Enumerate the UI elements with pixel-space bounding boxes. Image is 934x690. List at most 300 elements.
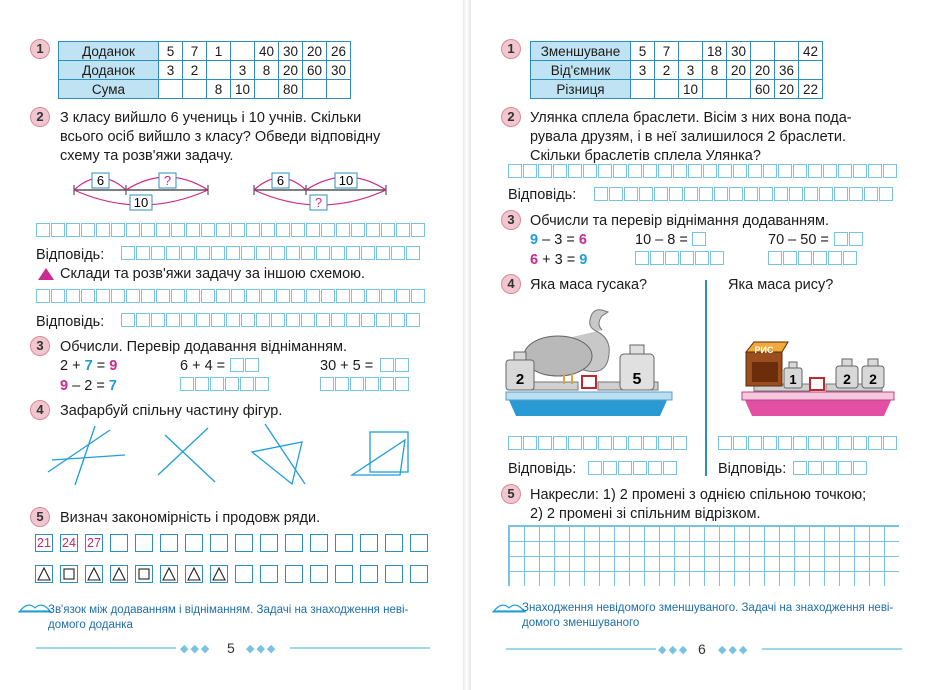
empty-cell[interactable] [285,565,303,583]
answer-cell[interactable] [868,436,882,450]
answer-cell[interactable] [316,246,330,260]
answer-cell[interactable] [583,436,597,450]
answer-cell[interactable] [180,377,194,391]
answer-cell[interactable] [583,164,597,178]
answer-cell[interactable] [714,187,728,201]
answer-cell[interactable] [823,164,837,178]
answer-cell[interactable] [798,251,812,265]
answer-cell[interactable] [361,313,375,327]
answer-cell[interactable] [828,251,842,265]
answer-cell[interactable] [380,358,394,372]
answer-cell[interactable] [396,223,410,237]
table-cell[interactable] [327,80,351,99]
table-cell: 20 [775,80,799,99]
answer-cell[interactable] [793,461,807,475]
answer-cell[interactable] [395,377,409,391]
answer-cell[interactable] [51,223,65,237]
answer-cell[interactable] [240,377,254,391]
answer-cell[interactable] [126,223,140,237]
triangle-icon [210,565,228,583]
answer-cell[interactable] [618,461,632,475]
table-cell[interactable] [751,42,775,61]
table-cell[interactable] [799,61,823,80]
empty-cell[interactable] [385,565,403,583]
answer-cell[interactable] [335,377,349,391]
answer-cell[interactable] [733,164,747,178]
answer-cell[interactable] [684,187,698,201]
answer-cell[interactable] [365,377,379,391]
answer-cell[interactable] [171,223,185,237]
answer-cells[interactable] [180,377,270,391]
answer-cell[interactable] [211,246,225,260]
answer-cell[interactable] [255,377,269,391]
answer-cell[interactable] [245,358,259,372]
scheme1-part-a: 6 [96,173,105,188]
answer-cell[interactable] [864,187,878,201]
answer-cell[interactable] [226,313,240,327]
answer-cell[interactable] [680,251,694,265]
answer-cell[interactable] [396,289,410,303]
answer-cells[interactable] [508,164,898,178]
triangle-icon [185,565,203,583]
table-cell[interactable] [255,80,279,99]
answer-cell[interactable] [186,289,200,303]
empty-cell[interactable] [410,565,428,583]
answer-cell[interactable] [361,246,375,260]
task-number: 1 [30,39,50,59]
answer-cell[interactable] [166,246,180,260]
answer-cell[interactable] [553,164,567,178]
table-row [531,61,823,80]
answer-cell[interactable] [381,223,395,237]
answer-cell[interactable] [156,289,170,303]
answer-cell[interactable] [351,289,365,303]
answer-cell[interactable] [226,246,240,260]
answer-cell[interactable] [774,187,788,201]
answer-cell[interactable] [36,223,50,237]
answer-cell[interactable] [201,289,215,303]
answer-cell[interactable] [241,313,255,327]
answer-cell[interactable] [351,223,365,237]
answer-cell[interactable] [96,223,110,237]
answer-cell[interactable] [241,246,255,260]
answer-cell[interactable] [598,436,612,450]
example-2: 6 + 4 = [180,358,226,374]
table-row [59,42,351,61]
answer-label: Відповідь: [508,187,577,203]
task-number: 2 [501,107,521,127]
answer-cell[interactable] [804,187,818,201]
answer-cell[interactable] [665,251,679,265]
answer-cell[interactable] [768,251,782,265]
answer-cell[interactable] [648,461,662,475]
empty-cell[interactable] [310,565,328,583]
table-cell: 42 [799,42,823,61]
answer-cell[interactable] [216,289,230,303]
answer-cell[interactable] [598,164,612,178]
empty-cell[interactable] [235,565,253,583]
answer-cell[interactable] [624,187,638,201]
answer-cell[interactable] [196,246,210,260]
answer-cell[interactable] [868,164,882,178]
answer-cell[interactable] [51,289,65,303]
answer-cell[interactable] [639,187,653,201]
row-label: Зменшуване [531,42,631,61]
intersecting-figures [40,420,430,490]
answer-cell[interactable] [391,313,405,327]
answer-cell[interactable] [588,461,602,475]
example-3: 30 + 5 = [320,358,374,374]
answer-cell[interactable] [628,164,642,178]
answer-cell[interactable] [225,377,239,391]
answer-cells[interactable] [768,251,858,265]
triangle-icon [85,565,103,583]
row-number: 24 [60,534,78,552]
answer-cell[interactable] [331,246,345,260]
answer-cell[interactable] [276,289,290,303]
answer-cell[interactable] [692,232,706,246]
answer-cell[interactable] [613,164,627,178]
answer-cell[interactable] [406,313,420,327]
table-cell: 18 [703,42,727,61]
table-cell: 80 [279,80,303,99]
answer-cells[interactable] [635,251,725,265]
answer-cell[interactable] [838,461,852,475]
answer-cell[interactable] [523,164,537,178]
answer-cell[interactable] [210,377,224,391]
answer-cell[interactable] [633,461,647,475]
answer-cell[interactable] [778,164,792,178]
task-question: Яка маса гусака? [530,277,648,293]
divider [705,280,707,476]
table-cell: 3 [231,61,255,80]
footer-line [506,648,656,650]
answer-cell[interactable] [849,187,863,201]
answer-cell[interactable] [538,436,552,450]
empty-cell[interactable] [260,565,278,583]
table-cell: 3 [159,61,183,80]
answer-cell[interactable] [196,313,210,327]
scheme2-part-a: 6 [276,173,285,188]
answer-cell[interactable] [366,289,380,303]
task-number: 5 [30,507,50,527]
answer-cell[interactable] [853,436,867,450]
answer-cell[interactable] [883,436,897,450]
answer-cell[interactable] [843,251,857,265]
triangle-icon [35,565,53,583]
answer-cell[interactable] [141,223,155,237]
answer-cell[interactable] [111,223,125,237]
empty-cell[interactable] [360,565,378,583]
answer-cell[interactable] [346,313,360,327]
answer-cell[interactable] [271,313,285,327]
answer-cell[interactable] [849,232,863,246]
answer-cells[interactable] [793,461,868,475]
table-cell[interactable] [727,80,751,99]
answer-cell[interactable] [808,164,822,178]
task-number: 5 [501,484,521,504]
answer-cell[interactable] [813,251,827,265]
answer-cell[interactable] [336,289,350,303]
answer-cell[interactable] [733,436,747,450]
answer-cell[interactable] [301,313,315,327]
table-cell: 5 [159,42,183,61]
answer-cell[interactable] [763,436,777,450]
answer-cell[interactable] [231,289,245,303]
table-cell: 5 [631,42,655,61]
table-cell[interactable] [207,61,231,80]
answer-cells[interactable] [36,223,426,237]
answer-cell[interactable] [195,377,209,391]
answer-cell[interactable] [538,164,552,178]
answer-cell[interactable] [411,223,425,237]
answer-cell[interactable] [211,313,225,327]
answer-cell[interactable] [395,358,409,372]
task-text-line: всього осіб вийшло з класу? Обведи відповідну [60,129,381,145]
answer-cell[interactable] [553,436,567,450]
answer-cell[interactable] [838,164,852,178]
answer-cell[interactable] [121,246,135,260]
answer-cell[interactable] [819,187,833,201]
answer-cell[interactable] [256,246,270,260]
answer-cell[interactable] [568,164,582,178]
answer-cell[interactable] [658,436,672,450]
answer-cell[interactable] [291,223,305,237]
table-cell[interactable] [303,80,327,99]
answer-cell[interactable] [286,313,300,327]
answer-cells[interactable] [588,461,678,475]
answer-cell[interactable] [141,289,155,303]
answer-cell[interactable] [136,246,150,260]
answer-cell[interactable] [834,232,848,246]
answer-cell[interactable] [718,436,732,450]
answer-label: Відповідь: [508,461,577,477]
page-left [0,0,464,690]
task-question: Яка маса рису? [728,277,834,293]
weight-label: 2 [869,371,877,387]
answer-cells[interactable] [121,246,421,260]
answer-cell[interactable] [669,187,683,201]
answer-cell[interactable] [609,187,623,201]
answer-cells[interactable] [380,358,410,372]
answer-cell[interactable] [808,436,822,450]
answer-cell[interactable] [658,164,672,178]
answer-cell[interactable] [166,313,180,327]
answer-cell[interactable] [261,223,275,237]
answer-cell[interactable] [246,223,260,237]
row-number: 21 [35,534,53,552]
answer-cell[interactable] [81,223,95,237]
table-cell: 1 [207,42,231,61]
answer-cell[interactable] [346,246,360,260]
scheme1-total: 10 [133,195,149,210]
answer-cell[interactable] [603,461,617,475]
decor-icon: ◆◆◆ [658,644,690,656]
answer-cell[interactable] [650,251,664,265]
answer-cell[interactable] [729,187,743,201]
answer-cell[interactable] [793,436,807,450]
table-cell[interactable] [775,42,799,61]
answer-cell[interactable] [628,436,642,450]
answer-cell[interactable] [96,289,110,303]
answer-cell[interactable] [81,289,95,303]
answer-cell[interactable] [230,358,244,372]
answer-cell[interactable] [508,164,522,178]
table-row [59,61,351,80]
table-cell[interactable] [159,80,183,99]
table-cell: 2 [655,61,679,80]
answer-cells[interactable] [834,232,864,246]
answer-cell[interactable] [759,187,773,201]
answer-cell[interactable] [286,246,300,260]
answer-cell[interactable] [523,436,537,450]
answer-cell[interactable] [320,377,334,391]
answer-cell[interactable] [748,164,762,178]
answer-cell[interactable] [321,223,335,237]
answer-cell[interactable] [594,187,608,201]
answer-cells[interactable] [36,289,426,303]
answer-cell[interactable] [36,289,50,303]
answer-cell[interactable] [261,289,275,303]
answer-cell[interactable] [256,313,270,327]
drawing-grid[interactable] [508,525,899,586]
answer-cells[interactable] [508,436,688,450]
answer-cell[interactable] [316,313,330,327]
answer-cell[interactable] [663,461,677,475]
answer-cell[interactable] [331,313,345,327]
answer-cell[interactable] [406,246,420,260]
answer-cell[interactable] [246,289,260,303]
decor-icon: ◆◆◆ [246,643,278,655]
answer-cell[interactable] [748,436,762,450]
answer-cell[interactable] [156,223,170,237]
answer-cell[interactable] [783,251,797,265]
answer-cell[interactable] [186,223,200,237]
answer-cell[interactable] [366,223,380,237]
answer-cell[interactable] [301,246,315,260]
table-cell: 30 [327,61,351,80]
answer-cell[interactable] [673,436,687,450]
answer-cell[interactable] [181,313,195,327]
answer-cell[interactable] [66,223,80,237]
answer-cell[interactable] [703,164,717,178]
book-icon [18,597,52,615]
answer-cell[interactable] [151,313,165,327]
triangle-icon [110,565,128,583]
answer-cell[interactable] [718,164,732,178]
table-cell[interactable] [631,80,655,99]
answer-cells[interactable] [320,377,410,391]
answer-cell[interactable] [635,251,649,265]
answer-cell[interactable] [879,187,893,201]
answer-cell[interactable] [688,164,702,178]
answer-label: Відповідь: [718,461,787,477]
example-2: 10 – 8 = [635,232,688,248]
table-cell[interactable] [655,80,679,99]
answer-cell[interactable] [126,289,140,303]
answer-cell[interactable] [710,251,724,265]
answer-cell[interactable] [643,436,657,450]
empty-cell[interactable] [335,565,353,583]
answer-cell[interactable] [380,377,394,391]
answer-cell[interactable] [350,377,364,391]
answer-cell[interactable] [695,251,709,265]
answer-cell[interactable] [778,436,792,450]
answer-cells[interactable] [230,358,260,372]
answer-cell[interactable] [568,436,582,450]
answer-cell[interactable] [823,461,837,475]
table-cell[interactable] [231,42,255,61]
answer-cell[interactable] [643,164,657,178]
answer-cell[interactable] [789,187,803,201]
answer-cells[interactable] [692,232,707,246]
answer-cell[interactable] [613,436,627,450]
answer-cell[interactable] [883,164,897,178]
task-title: Обчисли. Перевір додавання відніманням. [60,339,347,355]
table-cell: 3 [679,61,703,80]
answer-cell[interactable] [216,223,230,237]
answer-cell[interactable] [391,246,405,260]
answer-cell[interactable] [744,187,758,201]
answer-cell[interactable] [838,436,852,450]
answer-cells[interactable] [121,313,421,327]
answer-cell[interactable] [321,289,335,303]
answer-cell[interactable] [376,246,390,260]
answer-cell[interactable] [808,461,822,475]
answer-cell[interactable] [171,289,185,303]
answer-cell[interactable] [151,246,165,260]
task-title: Зафарбуй спільну частину фігур. [60,403,283,419]
answer-cell[interactable] [381,289,395,303]
answer-cell[interactable] [276,223,290,237]
answer-cells[interactable] [594,187,894,201]
footer-topic: Знаходження невідомого зменшуваного. Задачі на знаходження неві- [522,602,894,614]
answer-cell[interactable] [411,289,425,303]
table-cell[interactable] [183,80,207,99]
answer-cell[interactable] [853,164,867,178]
answer-cell[interactable] [336,223,350,237]
answer-cell[interactable] [231,223,245,237]
answer-cells[interactable] [718,436,898,450]
answer-cell[interactable] [673,164,687,178]
answer-cell[interactable] [763,164,777,178]
decor-icon: ◆◆◆ [180,643,212,655]
table-row [59,80,351,99]
answer-cell[interactable] [823,436,837,450]
table-cell[interactable] [679,42,703,61]
answer-cell[interactable] [508,436,522,450]
answer-cell[interactable] [111,289,125,303]
table-cell[interactable] [703,80,727,99]
answer-cell[interactable] [271,246,285,260]
answer-cell[interactable] [834,187,848,201]
answer-cell[interactable] [181,246,195,260]
answer-cell[interactable] [136,313,150,327]
answer-cell[interactable] [306,223,320,237]
answer-cell[interactable] [793,164,807,178]
answer-cell[interactable] [201,223,215,237]
answer-cell[interactable] [699,187,713,201]
answer-cell[interactable] [376,313,390,327]
answer-cell[interactable] [291,289,305,303]
answer-cell[interactable] [306,289,320,303]
example-check: 9 – 2 = 7 [60,378,117,394]
answer-cell[interactable] [654,187,668,201]
answer-cell[interactable] [853,461,867,475]
answer-cell[interactable] [66,289,80,303]
answer-cell[interactable] [121,313,135,327]
footer-line [762,648,902,650]
